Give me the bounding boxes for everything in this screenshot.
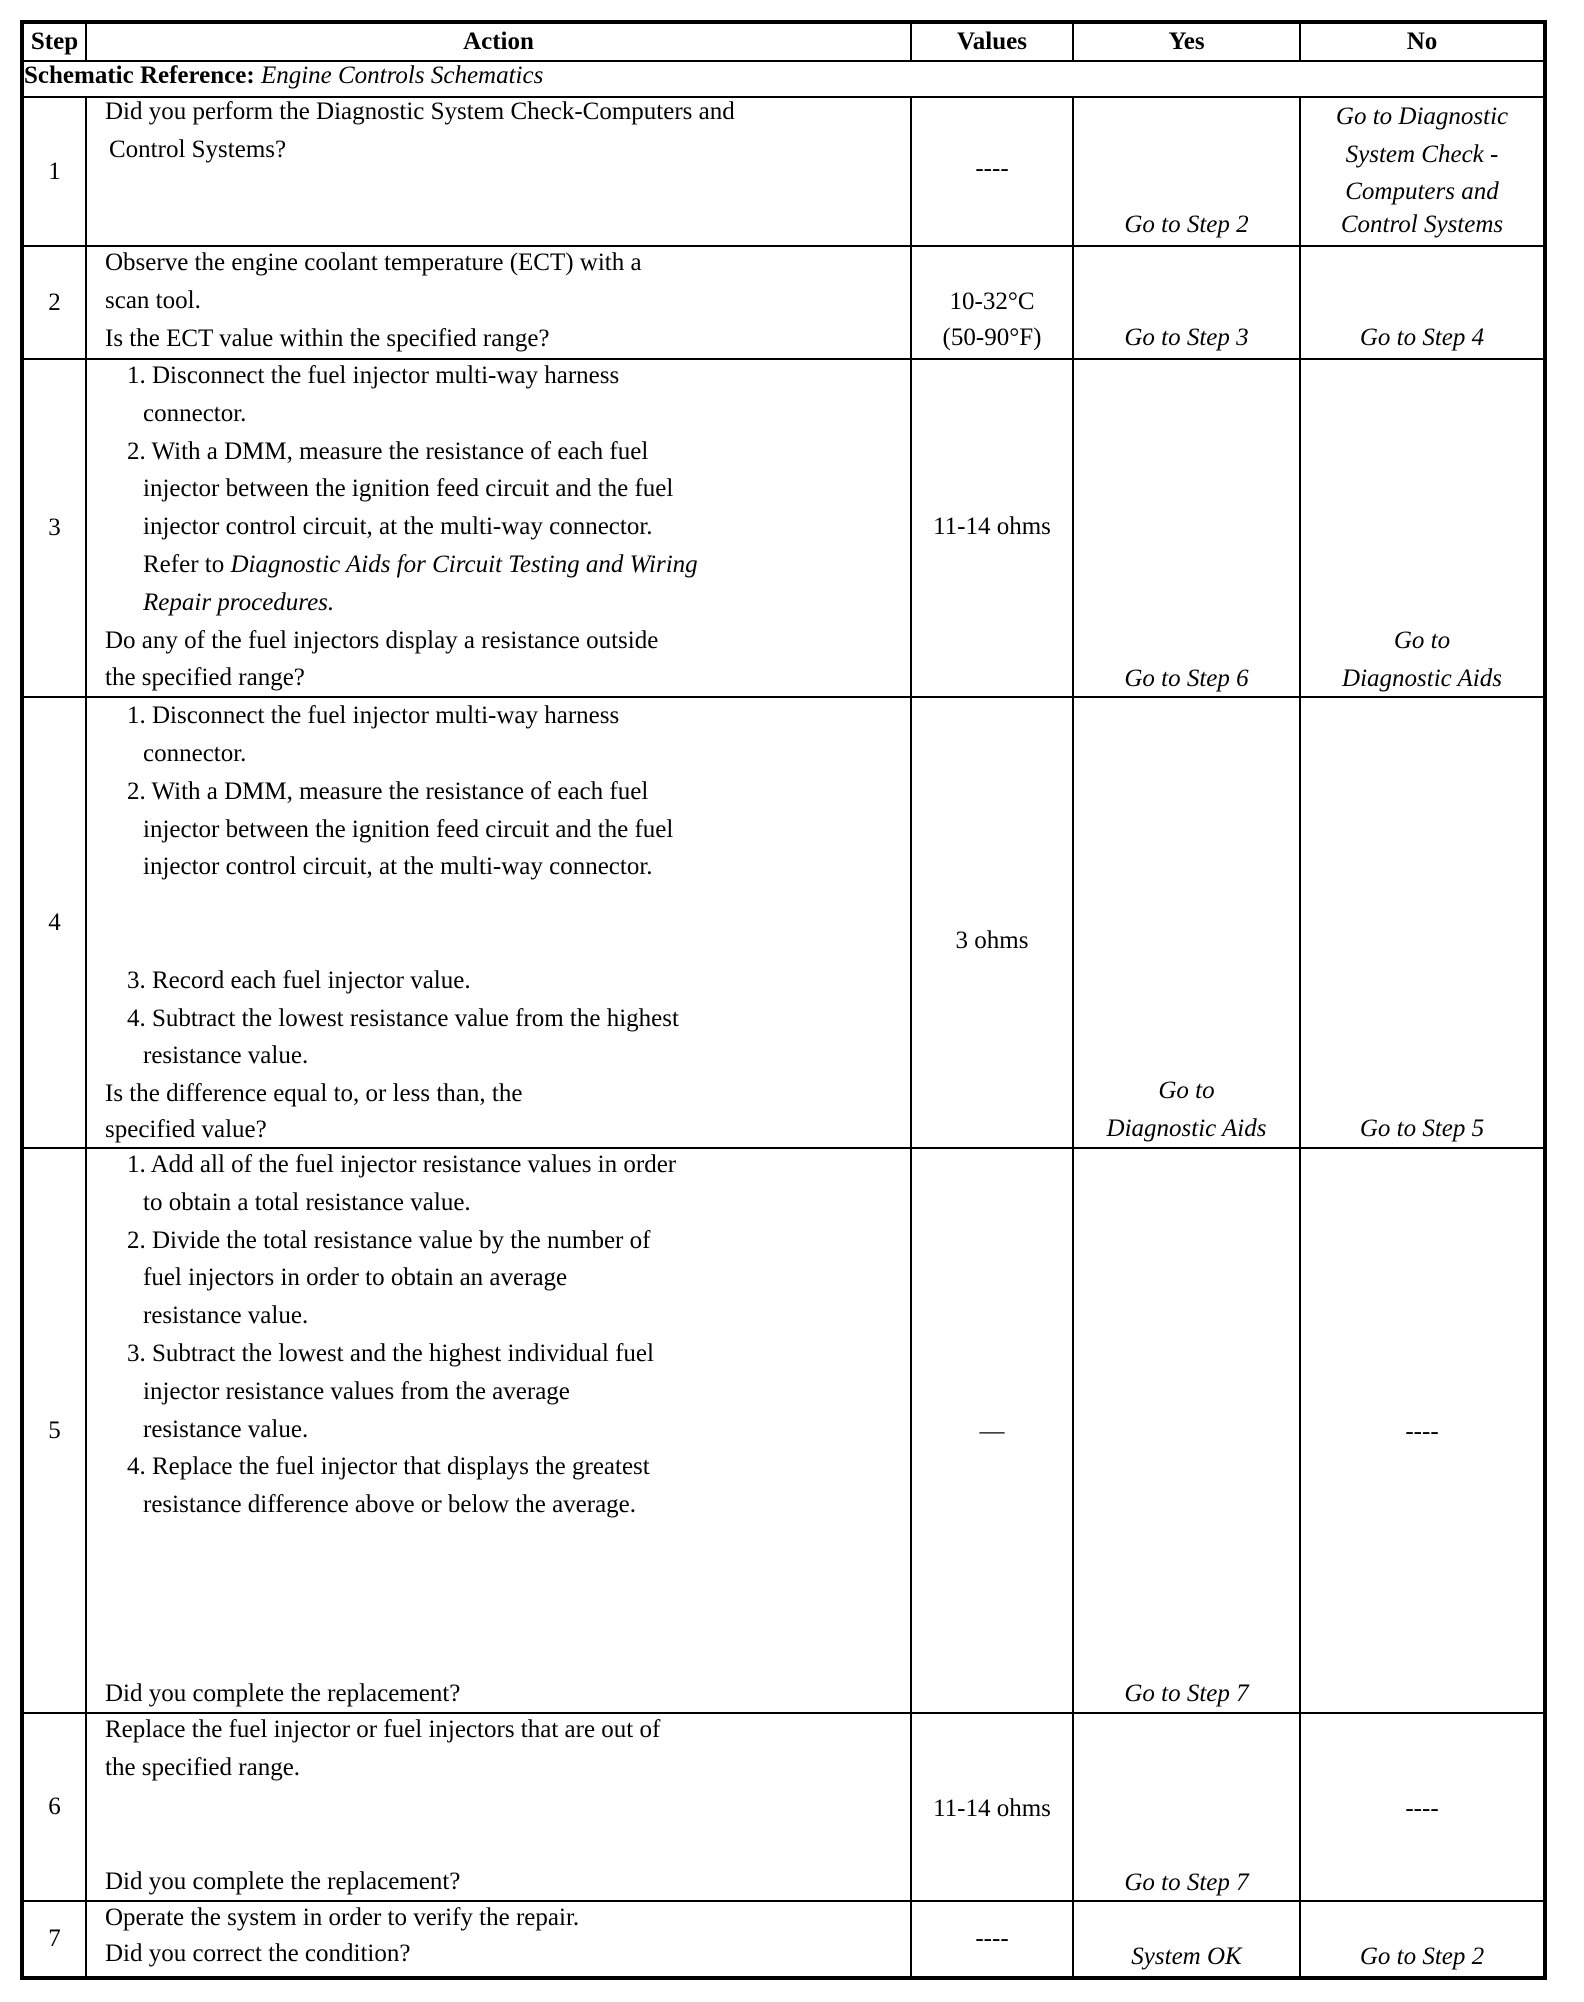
table-row [22, 359, 1545, 697]
action-cell [86, 1901, 911, 1978]
header-no: No [1300, 22, 1545, 61]
no-text: Control Systems [1340, 211, 1504, 238]
no-cell [1300, 1901, 1545, 1978]
action-line: 2. With a DMM, measure the resistance of each fuel [127, 778, 649, 805]
action-line: Did you correct the condition? [105, 1940, 411, 1967]
yes-text: Go to Step 3 [1124, 324, 1249, 351]
step-number: 5 [22, 1148, 86, 1713]
schematic-reference-link: Engine Controls Schematics [260, 62, 544, 89]
yes-text: Go to Step 2 [1124, 211, 1249, 238]
schematic-reference-row [22, 61, 1545, 97]
action-line: injector control circuit, at the multi-way connector. [143, 853, 653, 880]
table-row [22, 246, 1545, 359]
action-line: injector between the ignition feed circuit and the fuel [143, 816, 674, 843]
value-text: — [979, 1418, 1005, 1445]
action-line: resistance difference above or below the average. [143, 1491, 637, 1518]
step-number: 1 [22, 97, 86, 246]
action-line: Did you complete the replacement? [105, 1868, 461, 1895]
table-row [22, 697, 1545, 1148]
yes-text: Go to [1158, 1077, 1215, 1104]
value-text: 11-14 ohms [933, 513, 1051, 540]
no-text: ---- [1405, 1795, 1439, 1822]
action-line: injector control circuit, at the multi-way connector. [143, 513, 653, 540]
no-cell [1300, 97, 1545, 246]
value-text: 3 ohms [955, 927, 1029, 954]
action-line: resistance value. [143, 1302, 309, 1329]
action-line: resistance value. [143, 1042, 309, 1069]
action-line: 3. Record each fuel injector value. [127, 967, 471, 994]
action-line: 1. Disconnect the fuel injector multi-way harness [127, 362, 620, 389]
yes-cell [1073, 697, 1300, 1148]
header-values: Values [911, 22, 1073, 61]
table-row [22, 1901, 1545, 1978]
action-line: Is the difference equal to, or less than, the [105, 1080, 523, 1107]
no-text: ---- [1405, 1418, 1439, 1445]
header-yes: Yes [1073, 22, 1300, 61]
value-text: 11-14 ohms [933, 1795, 1051, 1822]
action-line: 4. Replace the fuel injector that displays the greatest [127, 1453, 650, 1480]
table-row [22, 97, 1545, 246]
action-line: connector. [143, 400, 247, 427]
value-text: ---- [975, 1925, 1009, 1952]
action-line: Observe the engine coolant temperature (ECT) with a [105, 249, 642, 276]
no-cell [1300, 1148, 1545, 1713]
action-line: Is the ECT value within the specified range? [105, 325, 550, 352]
values-cell [911, 246, 1073, 359]
no-text: System Check - [1345, 141, 1499, 168]
no-cell [1300, 359, 1545, 697]
action-cell [86, 697, 911, 1148]
step-number: 6 [22, 1713, 86, 1901]
action-line: 2. With a DMM, measure the resistance of each fuel [127, 438, 649, 465]
step-number: 4 [22, 697, 86, 1148]
yes-text: Go to Step 7 [1124, 1680, 1249, 1707]
action-line: Replace the fuel injector or fuel injectors that are out of [105, 1716, 661, 1743]
values-cell [911, 1148, 1073, 1713]
yes-text: Diagnostic Aids [1106, 1115, 1267, 1142]
table-row [22, 1713, 1545, 1901]
action-line: Did you perform the Diagnostic System Check-Computers and [105, 98, 735, 125]
values-cell [911, 1901, 1073, 1978]
diagnostic-aids-link: Diagnostic Aids for Circuit Testing and Wiring [230, 551, 698, 578]
yes-cell [1073, 246, 1300, 359]
values-cell [911, 97, 1073, 246]
value-text: ---- [975, 155, 1009, 182]
action-line: Operate the system in order to verify the repair. [105, 1904, 580, 1931]
action-line [143, 551, 698, 579]
diagnostic-table [20, 20, 1547, 1980]
action-line: scan tool. [105, 287, 201, 314]
action-cell [86, 1148, 911, 1713]
action-line: 1. Add all of the fuel injector resistance values in order [127, 1151, 677, 1178]
action-line: to obtain a total resistance value. [143, 1189, 471, 1216]
action-line: resistance value. [143, 1416, 309, 1443]
action-line: specified value? [105, 1116, 267, 1143]
action-line: Repair procedures. [143, 589, 335, 616]
no-text: Diagnostic Aids [1342, 665, 1502, 692]
values-cell [911, 697, 1073, 1148]
header-action: Action [86, 22, 911, 61]
action-line: the specified range. [105, 1754, 301, 1781]
yes-cell [1073, 1901, 1300, 1978]
step-number: 7 [22, 1901, 86, 1978]
no-text: Go to Step 5 [1359, 1115, 1485, 1142]
no-cell [1300, 246, 1545, 359]
yes-text: System OK [1131, 1943, 1242, 1970]
action-cell [86, 1713, 911, 1901]
refer-to-text: Refer to [143, 551, 225, 578]
step-number: 2 [22, 246, 86, 359]
yes-text: Go to Step 7 [1124, 1869, 1249, 1896]
schematic-reference-label: Schematic Reference: [24, 62, 255, 89]
action-cell [86, 97, 911, 246]
yes-cell [1073, 359, 1300, 697]
no-text: Go to Diagnostic [1335, 103, 1509, 130]
no-text: Computers and [1345, 178, 1499, 205]
step-number: 3 [22, 359, 86, 697]
header-row [22, 22, 1545, 61]
action-line: injector resistance values from the average [143, 1378, 570, 1405]
yes-cell [1073, 1713, 1300, 1901]
yes-cell [1073, 1148, 1300, 1713]
action-line: the specified range? [105, 664, 305, 691]
no-text: Go to Step 4 [1359, 324, 1485, 351]
header-step: Step [22, 22, 86, 61]
schematic-reference [22, 61, 1545, 97]
action-line: 3. Subtract the lowest and the highest individual fuel [127, 1340, 654, 1367]
no-cell [1300, 1713, 1545, 1901]
values-cell [911, 1713, 1073, 1901]
action-cell [86, 246, 911, 359]
action-line: Did you complete the replacement? [105, 1680, 461, 1707]
action-cell [86, 359, 911, 697]
action-line: fuel injectors in order to obtain an average [143, 1264, 568, 1291]
no-text: Go to [1393, 627, 1451, 654]
action-line: Do any of the fuel injectors display a resistance outside [105, 627, 659, 654]
action-line: injector between the ignition feed circuit and the fuel [143, 475, 674, 502]
action-line: 2. Divide the total resistance value by the number of [127, 1227, 651, 1254]
value-text: (50-90°F) [942, 324, 1042, 351]
action-line: Control Systems? [109, 136, 287, 163]
yes-text: Go to Step 6 [1124, 665, 1249, 692]
action-line: connector. [143, 740, 247, 767]
action-line: 4. Subtract the lowest resistance value from the highest [127, 1005, 679, 1032]
yes-cell [1073, 97, 1300, 246]
values-cell [911, 359, 1073, 697]
no-text: Go to Step 2 [1359, 1943, 1485, 1970]
value-text: 10-32°C [949, 288, 1035, 315]
no-cell [1300, 697, 1545, 1148]
table-row [22, 1148, 1545, 1713]
action-line: 1. Disconnect the fuel injector multi-way harness [127, 702, 620, 729]
